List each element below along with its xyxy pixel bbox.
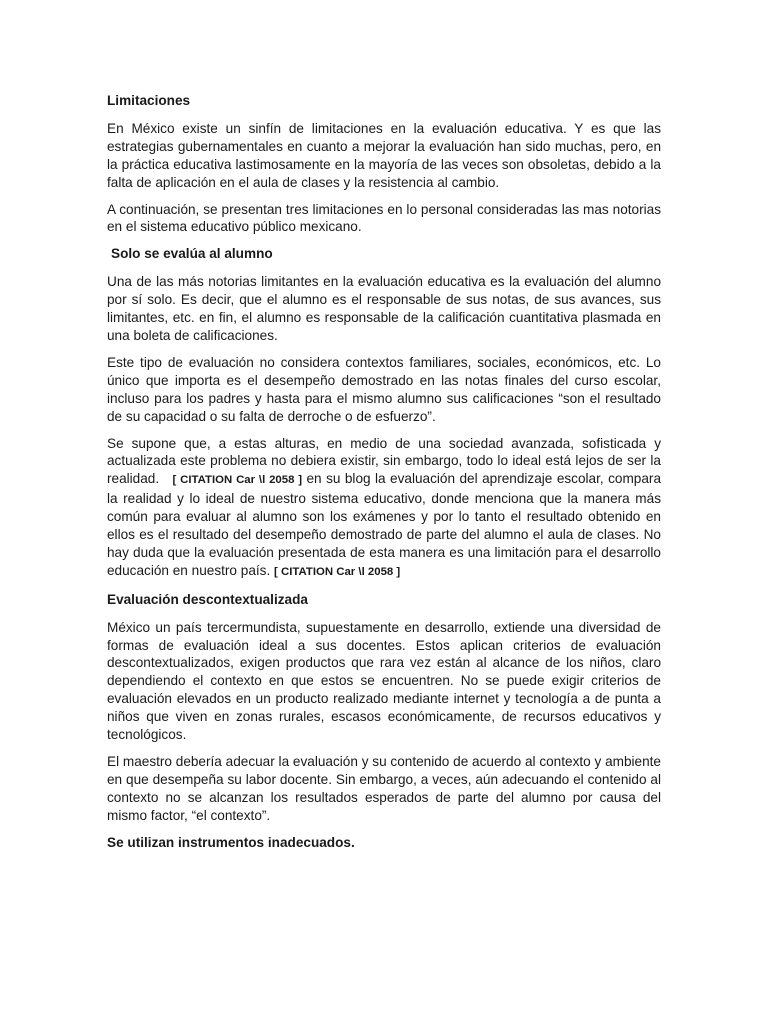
paragraph-se-supone-text-b: en su blog la evaluación del aprendizaje escolar, compara la realidad y lo ideal de nuestro sistema educativo, donde menciona que la manera más común para evaluar al alumno son los exámenes y por lo tanto el resultado obtenido en ellos es el resultado del desempeño demostrado de parte del alumno el aula de clases. No hay duda que la evaluación presentada de esta manera es una limitación para el desarrollo educación en nuestro país. [107,471,661,578]
paragraph-mexico-pais: México un país tercermundista, supuestamente en desarrollo, extiende una diversidad de formas de evaluación ideal a sus docentes. Estos aplican criterios de evaluación descontextualizados, exigen productos que rara vez están al alcance de los niños, claro dependiendo el contexto en que estos se encuentren. No se puede exigir criterios de evaluación elevados en un producto realizado mediante internet y tecnología a de punta a niños que viven en zonas rurales, escasos económicamente, de recursos educativos y tecnológicos. [107,619,661,743]
section-heading-instrumentos: Se utilizan instrumentos inadecuados. [107,834,355,850]
section-heading-descontextualizada: Evaluación descontextualizada [107,591,308,607]
document-page [107,92,661,862]
paragraph-continuacion: A continuación, se presentan tres limitaciones en lo personal consideradas las mas notorias en el sistema educativo público mexicano. [107,201,661,235]
paragraph-limitantes: Una de las más notorias limitantes en la evaluación educativa es la evaluación del alumno por sí solo. Es decir, que el alumno es el responsable de sus notas, de sus avances, sus limitantes, etc. en fin, el alumno es responsable de la calificación cuantitativa plasmada en una boleta de calificaciones. [107,274,661,343]
citation-marker: [ CITATION Car \l 2058 ] [274,565,401,578]
section-heading-solo-alumno: Solo se evalúa al alumno [111,246,273,262]
paragraph-intro: En México existe un sinfín de limitaciones en la evaluación educativa. Y es que las estrategias gubernamentales en cuanto a mejorar la evaluación han sido muchas, pero, en la práctica educativa lastimosamente en la mayoría de las veces son obsoletas, debido a la falta de aplicación en el aula de clases y la resistencia al cambio. [107,120,661,190]
paragraph-maestro: El maestro debería adecuar la evaluación y su contenido de acuerdo al contexto y ambiente en que desempeña su labor docente. Sin embargo, a veces, aún adecuando el contenido al contexto no se alcanzan los resultados esperados de parte del alumno por causa del mismo factor, “el contexto”. [107,754,661,823]
paragraph-tipo-evaluacion: Este tipo de evaluación no considera contextos familiares, sociales, económicos, etc. Lo único que importa es el desempeño demostrado en las notas finales del curso escolar, incluso para los padres y hasta para el mismo alumno sus calificaciones “son el resultado de su capacidad o su falta de derroche o de esfuerzo”. [107,354,661,424]
citation-marker: [ CITATION Car \l 2058 ] [172,474,303,487]
section-heading-limitaciones: Limitaciones [107,93,191,108]
paragraph-se-supone-text-a: Se supone que, a estas alturas, en medio de una sociedad avanzada, sofisticada y actualizada este problema no debiera existir, sin embargo, todo lo ideal está lejos de ser la realidad. [107,435,661,487]
paragraph-se-supone [107,435,661,582]
